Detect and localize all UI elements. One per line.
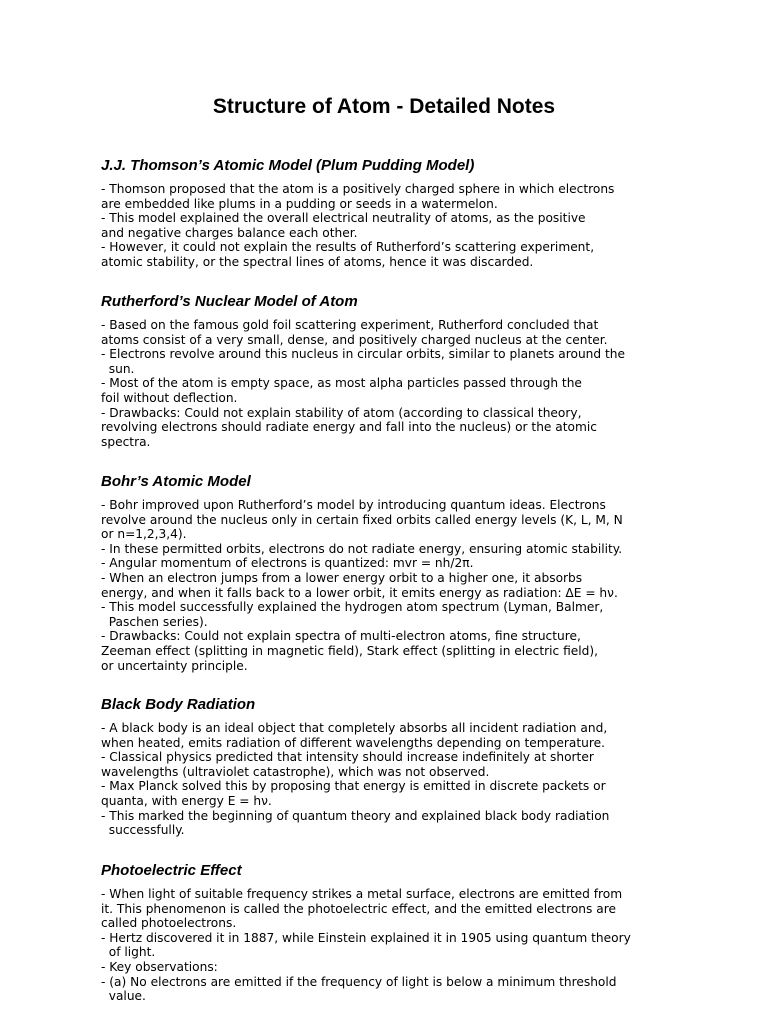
body-line: of light.: [101, 945, 156, 960]
body-line: - In these permitted orbits, electrons do not radiate energy, ensuring atomic stability.: [101, 541, 623, 556]
body-line: and negative charges balance each other.: [101, 225, 358, 240]
section-rutherford-model: [101, 292, 701, 449]
section-photoelectric-effect: [101, 861, 701, 1004]
body-line: - Hertz discovered it in 1887, while Einstein explained it in 1905 using quantum theory: [101, 930, 631, 945]
body-line: - Electrons revolve around this nucleus in circular orbits, similar to planets around the: [101, 347, 626, 362]
section-body: [101, 498, 701, 673]
body-line: - Based on the famous gold foil scattering experiment, Rutherford concluded that: [101, 318, 599, 332]
body-line: - However, it could not explain the results of Rutherford’s scattering experiment,: [101, 240, 595, 255]
section-black-body-radiation: [101, 695, 701, 838]
body-line: - Drawbacks: Could not explain stability of atom (according to classical theory,: [101, 405, 582, 420]
body-line: - (a) No electrons are emitted if the frequency of light is below a minimum threshold: [101, 974, 617, 989]
body-line: foil without deflection.: [101, 390, 238, 405]
section-thomson-model: [101, 156, 701, 270]
section-heading: Black Body Radiation: [101, 696, 256, 713]
body-line: - When light of suitable frequency strikes a metal surface, electrons are emitted from: [101, 887, 623, 901]
section-heading: Bohr’s Atomic Model: [101, 473, 251, 490]
body-line: successfully.: [101, 823, 185, 838]
body-line: - This model explained the overall electrical neutrality of atoms, as the positive: [101, 211, 586, 226]
section-heading: J.J. Thomson’s Atomic Model (Plum Pudding Model): [101, 157, 475, 174]
body-line: - Classical physics predicted that intensity should increase indefinitely at shorter: [101, 750, 594, 765]
body-line: revolving electrons should radiate energy and fall into the nucleus) or the atomic: [101, 420, 597, 435]
body-line: - Bohr improved upon Rutherford’s model by introducing quantum ideas. Electrons: [101, 498, 606, 512]
body-line: - Most of the atom is empty space, as most alpha particles passed through the: [101, 376, 582, 391]
body-line: sun.: [101, 361, 135, 376]
section-body: [101, 318, 701, 449]
section-bohr-model: [101, 472, 701, 673]
body-line: when heated, emits radiation of different wavelengths depending on temperature.: [101, 735, 605, 750]
section-body: [101, 887, 701, 1004]
section-body: [101, 721, 701, 838]
body-line: - Angular momentum of electrons is quantized: mvr = nh/2π.: [101, 556, 474, 571]
body-line: are embedded like plums in a pudding or seeds in a watermelon.: [101, 196, 498, 211]
body-line: - When an electron jumps from a lower energy orbit to a higher one, it absorbs: [101, 570, 583, 585]
section-heading: Photoelectric Effect: [101, 862, 242, 879]
body-line: - This model successfully explained the hydrogen atom spectrum (Lyman, Balmer,: [101, 600, 604, 615]
body-line: - A black body is an ideal object that completely absorbs all incident radiation and,: [101, 721, 608, 735]
body-line: wavelengths (ultraviolet catastrophe), which was not observed.: [101, 764, 490, 779]
body-line: Paschen series).: [101, 614, 208, 629]
body-line: quanta, with energy E = hν.: [101, 793, 272, 808]
body-line: energy, and when it falls back to a lower orbit, it emits energy as radiation: ΔE = hν.: [101, 585, 618, 600]
body-line: - Key observations:: [101, 959, 218, 974]
body-line: it. This phenomenon is called the photoelectric effect, and the emitted electrons are: [101, 901, 616, 916]
body-line: or uncertainty principle.: [101, 658, 248, 673]
body-line: or n=1,2,3,4).: [101, 527, 187, 542]
section-heading: Rutherford’s Nuclear Model of Atom: [101, 293, 358, 310]
body-line: value.: [101, 989, 146, 1004]
body-line: - Thomson proposed that the atom is a positively charged sphere in which electrons: [101, 182, 615, 196]
body-line: revolve around the nucleus only in certain fixed orbits called energy levels (K, L, M, N: [101, 512, 623, 527]
body-line: atoms consist of a very small, dense, and positively charged nucleus at the center.: [101, 332, 608, 347]
body-line: - This marked the beginning of quantum theory and explained black body radiation: [101, 808, 610, 823]
body-line: atomic stability, or the spectral lines of atoms, hence it was discarded.: [101, 254, 534, 269]
body-line: spectra.: [101, 434, 151, 449]
body-line: - Max Planck solved this by proposing that energy is emitted in discrete packets or: [101, 779, 606, 794]
body-line: called photoelectrons.: [101, 916, 237, 931]
body-line: - Drawbacks: Could not explain spectra of multi-electron atoms, fine structure,: [101, 629, 581, 644]
body-line: Zeeman effect (splitting in magnetic field), Stark effect (splitting in electric field),: [101, 643, 599, 658]
section-body: [101, 182, 701, 270]
page-title: Structure of Atom - Detailed Notes: [212, 95, 556, 118]
